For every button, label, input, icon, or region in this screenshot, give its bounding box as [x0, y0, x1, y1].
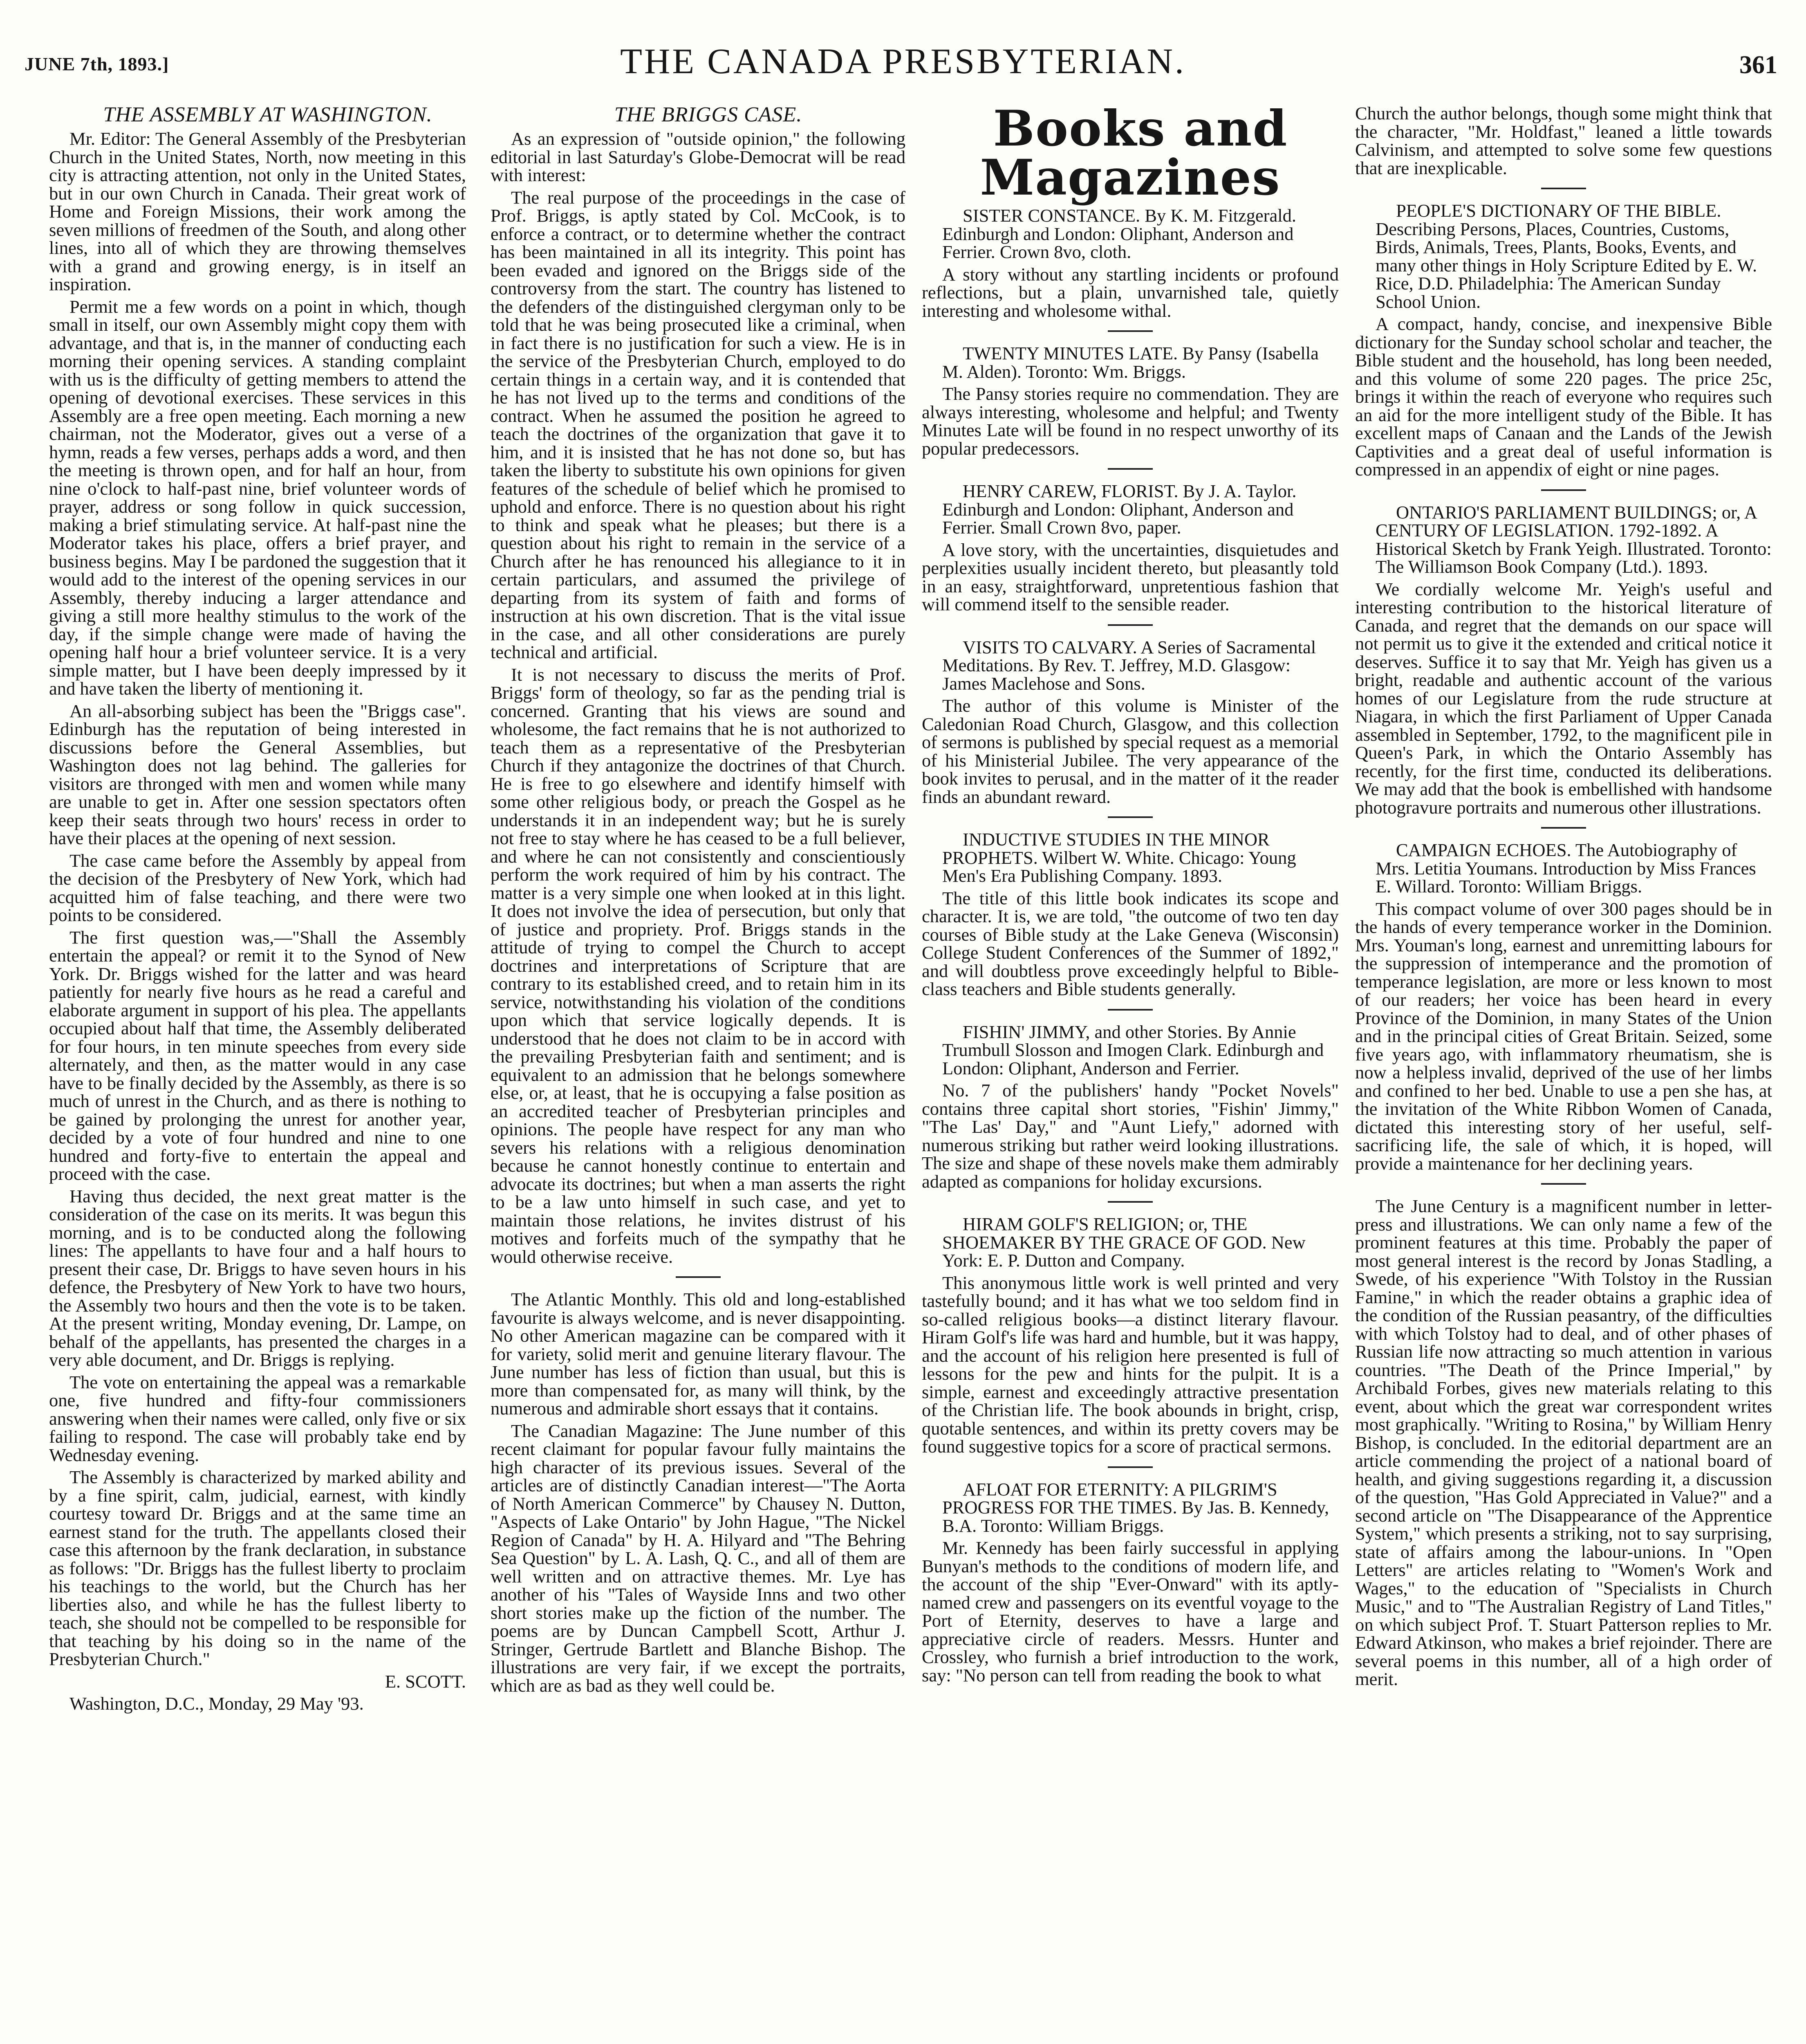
book-entry-heading: VISITS TO CALVARY. A Series of Sacramental Meditations. By Rev. T. Jeffrey, M.D. Glasgow: James Maclehose and Sons.: [942, 637, 1316, 694]
column-reviews-continued: [1355, 104, 1772, 2044]
section-divider: [1541, 489, 1586, 491]
article-paragraph: The Assembly is characterized by marked ability and by a fine spirit, calm, judicial, earnest, with kindly courtesy toward Dr. Briggs and at the same time an earnest stand for the truth. The appellants closed their case this afternoon by the frank declaration, in substance as follows: "Dr. Briggs has the fullest liberty to proclaim his teachings to the world, but the Church has her liberties also, and while he has the fullest liberty to teach, she should not be compelled to be responsible for that teaching by his doing so in the name of the Presbyterian Church.": [49, 1467, 466, 1669]
article-paragraph: The vote on entertaining the appeal was a remarkable one, five hundred and fifty-four commissioners answering when their names were called, only five or six failing to respond. The case will probably take end by Wednesday evening.: [49, 1372, 466, 1465]
section-divider: [1541, 188, 1586, 189]
section-divider: [1108, 1201, 1153, 1203]
section-divider: [1108, 1009, 1153, 1011]
book-entry-heading: FISHIN' JIMMY, and other Stories. By Annie Trumbull Slosson and Imogen Clark. Edinburgh and London: Oliphant, Anderson and Ferrier.: [942, 1021, 1324, 1078]
magazine-notice: The Atlantic Monthly. This old and long-established favourite is always welcome, and is never disappointing. No other American magazine can be compared with it for variety, solid merit and genuine literary flavour. The June number has less of fiction than usual, but this is more than compensated for, as many will think, by the numerous and admirable short essays that it contains.: [491, 1289, 905, 1419]
article-paragraph: Permit me a few words on a point in which, though small in itself, our own Assembly might copy them with advantage, and that is, in the manner of conducting each morning their opening services. A standing complaint with us is the difficulty of getting members to attend the opening of devotional exercises. These services in this Assembly are a free open meeting. Each morning a new chairman, not the Moderator, gives out a verse of a hymn, reads a few verses, perhaps adds a word, and then the meeting is thrown open, and for half an hour, from nine o'clock to half-past nine, brief volunteer words of prayer, address or song follow in quick succession, making a brief stimulating service. At half-past nine the Moderator takes his place, offers a brief prayer, and business begins. May I be pardoned the suggestion that it would add to the interest of the opening services in our Assembly, thereby inducing a larger attendance and giving a still more healthy stimulus to the work of the day, if the simple change were made of having the opening half hour a brief volunteer service. It is a very simple matter, but I have been deeply impressed by it and have taken the liberty of mentioning it.: [49, 296, 466, 699]
book-review-text: Mr. Kennedy has been fairly successful in applying Bunyan's methods to the conditions of modern life, and the account of the ship "Ever-Onward" with its aptly-named crew and passengers on its eventful voyage to the Port of Eternity, deserves to have a large and appreciative circle of readers. Messrs. Hunter and Crossley, who furnish a brief introduction to the work, say: "No person can tell from reading the book to what: [922, 1537, 1339, 1685]
book-review-text: No. 7 of the publishers' handy "Pocket Novels" contains three capital short stories, "Fishin' Jimmy," "The Las' Day," and "Aunt Liefy," adorned with numerous striking but rather weird looking illustrations. The size and shape of these novels make them admirably adapted as companions for holiday excursions.: [922, 1080, 1339, 1192]
article-dateline: Washington, D.C., Monday, 29 May '93.: [69, 1693, 364, 1714]
book-review-text: A love story, with the uncertainties, disquietudes and perplexities usually incident thereto, but pleasantly told in an easy, straightforward, unpretentious fashion that will commend itself to the sensible reader.: [922, 539, 1339, 614]
article-paragraph: The case came before the Assembly by appeal from the decision of the Presbytery of New York, which had acquitted him of false teaching, and there were two points to be considered.: [49, 850, 466, 925]
column-books-and-magazines: [922, 104, 1339, 2044]
masthead: [25, 41, 1781, 90]
article-paragraph: The real purpose of the proceedings in the case of Prof. Briggs, is aptly stated by Col. McCook, is to enforce a contract, or to determine whether the contract has been maintained in all its integrity. This point has been evaded and ignored on the Briggs side of the controversy from the start. The country has listened to the defenders of the distinguished clergyman only to be told that he was being prosecuted like a criminal, when in fact there is no justification for such a view. He is in the service of the Presbyterian Church, employed to do certain things in a certain way, and it is contended that he has not lived up to the terms and conditions of the contract. When he assumed the position he agreed to teach the doctrines of the organization that gave it to him, and it is insisted that he has not done so, but has taken the liberty to substitute his own opinions for given features of the schedule of belief which he promised to uphold and enforce. There is no question about his right to think and speak what he pleases; but there is a question about his right to remain in the service of a Church after he has renounced his allegiance to it in certain particulars, and assumed the privilege of departing from its system of faith and forms of instruction at his own discretion. That is the vital issue in the case, and all other considerations are purely technical and artificial.: [491, 187, 905, 662]
column-briggs-case: [491, 104, 905, 2044]
article-paragraph: The first question was,—"Shall the Assembly entertain the appeal? or remit it to the Synod of New York. Dr. Briggs wished for the latter and was heard patiently for nearly five hours as he read a careful and elaborate argument in support of his plea. The appellants occupied about half that time, the Assembly deliberated for four hours, in ten minute speeches from every side alternately, and then, as the matter would in any case have to be finally decided by the Assembly, as there is so much of unrest in the Church, and as there is nothing to be gained by prolonging the unrest for another year, decided by a vote of four hundred and nine to one hundred and forty-five to entertain the appeal and proceed with the case.: [49, 927, 466, 1184]
section-divider: [1108, 624, 1153, 626]
book-review-text: We cordially welcome Mr. Yeigh's useful and interesting contribution to the historical literature of Canada, and regret that the demands on our space will not permit us to give it the extended and critical notice it deserves. Suffice it to say that Mr. Yeigh has given us a bright, readable and authentic account of the various homes of our Legislature from the rude structure at Niagara, in which the first Parliament of Upper Canada assembled in September, 1792, to the magnificent pile in Queen's Park, in which the Ontario Assembly has recently, for the first time, conducted its deliberations. We may add that the book is embellished with handsome photogravure portraits and numerous other illustrations.: [1355, 578, 1772, 818]
column-assembly-at-washington: [49, 104, 466, 2044]
newspaper-title: THE CANADA PRESBYTERIAN.: [620, 42, 1186, 81]
magazine-notice: The Canadian Magazine: The June number of this recent claimant for popular favour fully maintains the high character of its previous issues. Several of the articles are of distinctly Canadian interest—"The Aorta of North American Commerce" by Chausey N. Dutton, "Aspects of Lake Ontario" by John Hague, "The Nickel Region of Canada" by H. A. Hilyard and "The Behring Sea Question" by L. A. Lash, Q. C., and all of them are well written and on attractive themes. Mr. Lye has another of his "Tales of Wayside Inns and two other short stories make up the fiction of the number. The poems are by Duncan Campbell Scott, Arthur J. Stringer, Gertrude Bartlett and Blanche Bishop. The illustrations are very fair, if we except the portraits, which are as bad as they well could be.: [491, 1420, 905, 1696]
section-divider: [1108, 330, 1153, 332]
section-divider: [1541, 827, 1586, 829]
book-review-text: The title of this little book indicates its scope and character. It is, we are told, "the outcome of two ten day courses of Bible study at the Lake Geneva (Wisconsin) College Student Conferences of the Summer of 1892," and will doubtless prove exceedingly helpful to Bible-class teachers and Bible students generally.: [922, 888, 1339, 999]
article-signature: E. SCOTT.: [385, 1671, 466, 1692]
section-divider: [1541, 1183, 1586, 1185]
book-entry-heading: TWENTY MINUTES LATE. By Pansy (Isabella M. Alden). Toronto: Wm. Briggs.: [942, 343, 1319, 382]
book-review-text: This anonymous little work is well printed and very tastefully bound; and it has what we too seldom find in so-called religious books—a distinct literary flavour. Hiram Golf's life was hard and humble, but it was happy, and the account of his religion here presented is full of lessons for the pew and hints for the pulpit. It is a simple, earnest and exceedingly attractive presentation of the Christian life. The book abounds in bright, crisp, quotable sentences, and within its pretty covers may be found suggestive topics for a score of practical sermons.: [922, 1272, 1339, 1457]
section-divider: [676, 1276, 721, 1278]
book-review-text: A compact, handy, concise, and inexpensive Bible dictionary for the Sunday school scholar and teacher, the Bible student and the household, has long been needed, and this volume of some 220 pages. The price 25c, brings it within the reach of everyone who requires such an aid for the more intelligent study of the Bible. It has excellent maps of Canaan and the Lands of the Jewish Captivities and a great deal of useful information is compressed in an appendix of eight or nine pages.: [1355, 314, 1772, 480]
book-entry-heading: INDUCTIVE STUDIES IN THE MINOR PROPHETS. Wilbert W. White. Chicago: Young Men's Era Publishing Company. 1893.: [942, 829, 1296, 886]
section-divider: [1108, 1466, 1153, 1468]
book-entry-heading: HENRY CAREW, FLORIST. By J. A. Taylor. Edinburgh and London: Oliphant, Anderson and Ferrier. Small Crown 8vo, paper.: [942, 481, 1297, 538]
section-heading-books-and-magazines: Books and Magazines: [980, 104, 1288, 206]
article-heading: THE BRIGGS CASE.: [614, 104, 802, 126]
section-divider: [1108, 468, 1153, 470]
book-review-text: A story without any startling incidents or profound reflections, but a plain, unvarnished tale, quietly interesting and wholesome withal.: [922, 264, 1339, 321]
book-entry-heading: PEOPLE'S DICTIONARY OF THE BIBLE. Describing Persons, Places, Countries, Customs, Birds, Animals, Trees, Plants, Books, Events, and many other things in Holy Scripture Edited by E. W. Rice, D.D. Philadelphia: The American Sunday School Union.: [1376, 200, 1757, 312]
book-entry-heading: CAMPAIGN ECHOES. The Autobiography of Mrs. Letitia Youmans. Introduction by Miss Frances E. Willard. Toronto: William Briggs.: [1376, 840, 1756, 896]
book-review-text: This compact volume of over 300 pages should be in the hands of every temperance worker in the Dominion. Mrs. Youman's long, earnest and unremitting labours for the suppression of intemperance and the promotion of temperance legislation, are more or less known to most of our readers; her voice has been heard in every Province of the Dominion, in many States of the Union and in the principal cities of Great Britain. Seized, some five years ago, with inflammatory rheumatism, she is now a helpless invalid, deprived of the use of her limbs and confined to her bed. Unable to use a pen she has, at the invitation of the White Ribbon Women of Canada, dictated this interesting story of her useful, self-sacrificing life, the sale of which, it is hoped, will provide a maintenance for her declining years.: [1355, 898, 1772, 1174]
book-review-text: The author of this volume is Minister of the Caledonian Road Church, Glasgow, and this collection of sermons is published by special request as a memorial of his Ministerial Jubilee. The very appearance of the book invites to perusal, and in the matter of it the reader finds an abundant reward.: [922, 695, 1339, 807]
article-paragraph: As an expression of "outside opinion," the following editorial in last Saturday's Globe-Democrat will be read with interest:: [491, 128, 905, 185]
issue-date: JUNE 7th, 1893.]: [25, 54, 169, 74]
book-entry-heading: ONTARIO'S PARLIAMENT BUILDINGS; or, A CENTURY OF LEGISLATION. 1792-1892. A Historical Sketch by Frank Yeigh. Illustrated. Toronto: The Williamson Book Company (Ltd.). 1893.: [1376, 502, 1772, 577]
page-number: 361: [1739, 51, 1777, 79]
article-paragraph: Mr. Editor: The General Assembly of the Presbyterian Church in the United States, North, now meeting in this city is attracting attention, not only in the United States, but in our own Church in Canada. Their great work of Home and Foreign Missions, their work among the seven millions of freedmen of the South, and along other lines, into all of which they are throwing themselves with a grand and growing energy, is in itself an inspiration.: [49, 128, 466, 294]
article-heading: THE ASSEMBLY AT WASHINGTON.: [103, 104, 432, 126]
book-entry-heading: AFLOAT FOR ETERNITY: A PILGRIM'S PROGRESS FOR THE TIMES. By Jas. B. Kennedy, B.A. Toronto: William Briggs.: [942, 1479, 1329, 1536]
book-review-text: The Pansy stories require no commendation. They are always interesting, wholesome and helpful; and Twenty Minutes Late will be found in no respect unworthy of its popular predecessors.: [922, 383, 1339, 459]
article-paragraph: It is not necessary to discuss the merits of Prof. Briggs' form of theology, so far as the pending trial is concerned. Granting that his views are sound and wholesome, the fact remains that he is not authorized to teach them as a representative of the Presbyterian Church if they antagonize the doctrines of that Church. He is free to go elsewhere and identify himself with some other religious body, or preach the Gospel as he understands it in an independent way; but he is surely not free to stay where he has ceased to be a full believer, and where he can not consistently and conscientiously perform the work required of him by his contract. The matter is a very simple one when looked at in this light. It does not involve the idea of persecution, but only that of justice and propriety. Prof. Briggs stands in the attitude of trying to compel the Church to accept doctrines and interpretations of Scripture that are contrary to its established creed, and to retain him in its service, notwithstanding his violation of the conditions upon which that service logically depends. It is understood that he does not claim to be in accord with the prevailing Presbyterian faith and sentiment; and is equivalent to an admission that he belongs somewhere else, or, at least, that he is occupying a false position as an accredited teacher of Presbyterian principles and opinions. The people have respect for any man who severs his relations with a religious denomination because he cannot honestly continue to entertain and advocate its doctrines; but when a man asserts the right to be a law unto himself in such case, and yet to maintain those relations, he invites distrust of his motives and forfeits much of the sympathy that he would otherwise receive.: [491, 664, 905, 1267]
book-entry-heading: HIRAM GOLF'S RELIGION; or, THE SHOEMAKER BY THE GRACE OF GOD. New York: E. P. Dutton and Company.: [942, 1214, 1306, 1271]
article-paragraph: Having thus decided, the next great matter is the consideration of the case on its merits. It was begun this morning, and is to be conducted along the following lines: The appellants to have four and a half hours to present their case, Dr. Briggs to have seven hours in his defence, the Presbytery of New York to have two hours, the Assembly two hours and then the vote is to be taken. At the present writing, Monday evening, Dr. Lampe, on behalf of the appellants, has presented the charges in a very able document, and Dr. Briggs is replying.: [49, 1186, 466, 1370]
book-review-continuation: Church the author belongs, though some might think that the character, "Mr. Holdfast," leaned a little towards Calvinism, and attempted to solve some few questions that are inexplicable.: [1355, 104, 1772, 178]
article-paragraph: An all-absorbing subject has been the "Briggs case". Edinburgh has the reputation of being interested in discussions before the General Assemblies, but Washington does not lag behind. The galleries for visitors are thronged with men and women while many are unable to get in. After one session spectators often keep their seats through two hours' recess in order to have their places at the opening of next session.: [49, 700, 466, 848]
section-divider: [1108, 816, 1153, 818]
magazine-notice: The June Century is a magnificent number in letter-press and illustrations. We can only name a few of the prominent features at this time. Probably the paper of most general interest is the record by Jonas Stadling, a Swede, of his experience "With Tolstoy in the Russian Famine," in which the reader obtains a graphic idea of the condition of the Russian peasantry, of the difficulties with which Tolstoy had to deal, and of other phases of Russian life now attracting so much attention in various countries. "The Death of the Prince Imperial," by Archibald Forbes, gives new materials relating to this event, about which the great war correspondent writes most graphically. "Writing to Rosina," by William Henry Bishop, is concluded. In the editorial department are an article commending the project of a national board of health, and giving suggestions regarding it, a discussion of the question, "Has Gold Appreciated in Value?" and a second article on "The Disappearance of the Apprentice System," which presents a striking, not to say surprising, state of affairs among the labour-unions. In "Open Letters" are articles relating to "Women's Work and Wages," to the education of "Specialists in Church Music," and to "The Australian Registry of Land Titles," on which subject Prof. T. Stuart Patterson replies to Mr. Edward Atkinson, who makes a brief rejoinder. There are several poems in this number, all of a high order of merit.: [1355, 1196, 1772, 1689]
book-entry-heading: SISTER CONSTANCE. By K. M. Fitzgerald. Edinburgh and London: Oliphant, Anderson and Ferrier. Crown 8vo, cloth.: [942, 205, 1296, 262]
